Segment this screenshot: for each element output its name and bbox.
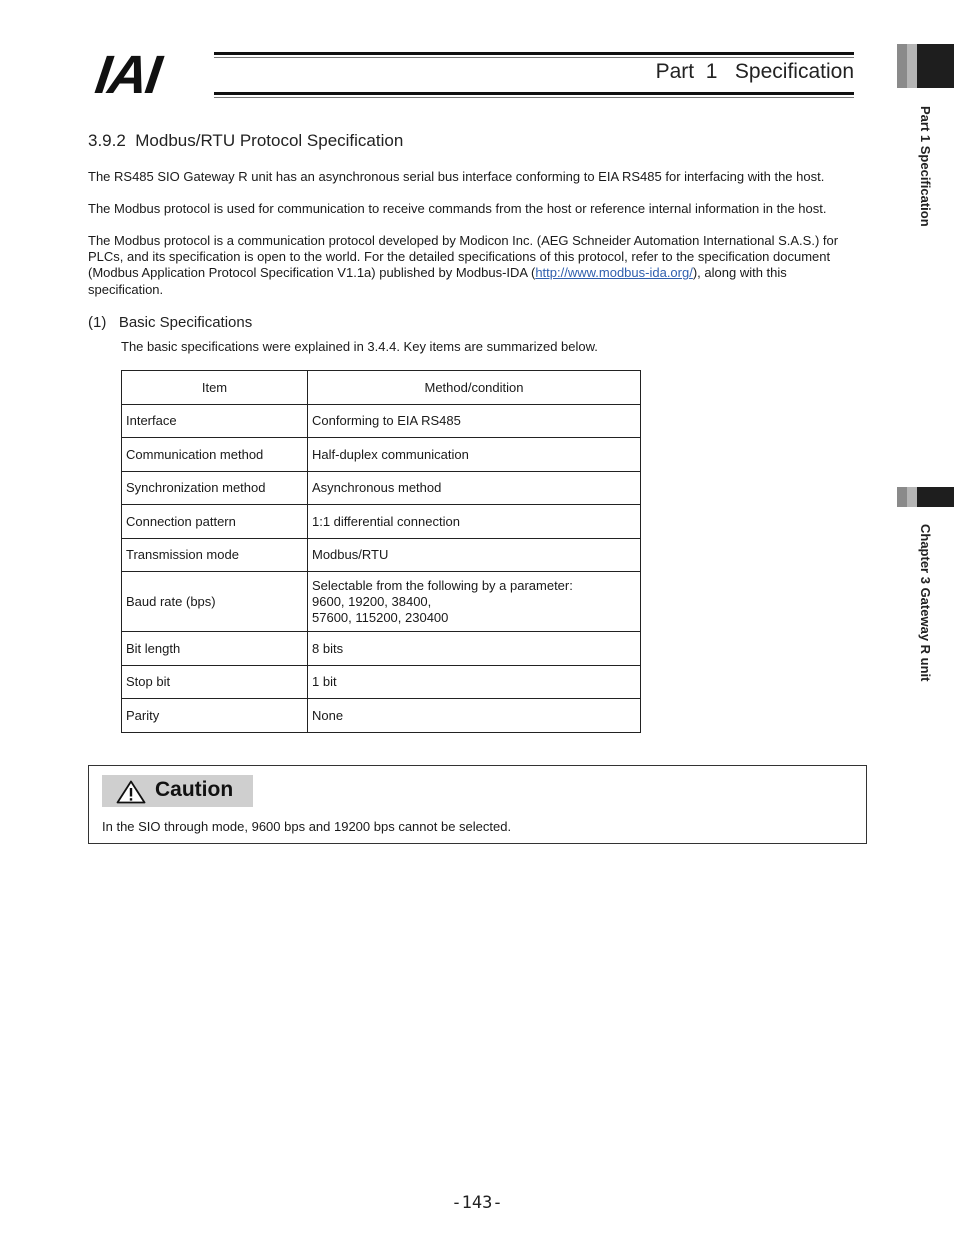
section-title: 3.9.2 Modbus/RTU Protocol Specification bbox=[88, 131, 404, 150]
table-row bbox=[122, 438, 641, 472]
cell-item: Parity bbox=[122, 699, 308, 733]
warning-icon bbox=[116, 780, 146, 804]
paragraph-text: The Modbus protocol is a communication protocol developed by Modicon Inc. (AEG Schneider Automation International S.A.S.) for PLCs, and its specification is open to the world. For the detailed specifications of this protocol, refer to the specification document (Modbus Application Protocol Specification V1.1a) published by Modbus-IDA ( bbox=[88, 233, 839, 281]
header-title: Part 1 Specification bbox=[655, 60, 854, 83]
table-row bbox=[122, 471, 641, 505]
table-header-row bbox=[122, 371, 641, 405]
part-tab-marker bbox=[897, 44, 954, 88]
table-row bbox=[122, 665, 641, 699]
paragraph-interface: The RS485 SIO Gateway R unit has an asynchronous serial bus interface conforming to EIA RS485 for interfacing with the host. bbox=[88, 169, 825, 184]
paragraph-modbus-origin bbox=[88, 233, 852, 298]
cell-item: Bit length bbox=[122, 632, 308, 666]
header-rule bbox=[214, 92, 854, 95]
table-row bbox=[122, 404, 641, 438]
cell-value: 1:1 differential connection bbox=[308, 505, 641, 539]
cell-value: Conforming to EIA RS485 bbox=[308, 404, 641, 438]
subsection-title: (1) Basic Specifications bbox=[88, 314, 253, 331]
cell-value: Selectable from the following by a parameter: 9600, 19200, 38400, 57600, 115200, 230400 bbox=[308, 572, 641, 632]
page-number: -143- bbox=[451, 1193, 503, 1213]
header-rule bbox=[214, 52, 854, 55]
column-header-method: Method/condition bbox=[308, 371, 641, 405]
table-row bbox=[122, 505, 641, 539]
table-row bbox=[122, 632, 641, 666]
paragraph-text: ), along with this specification. bbox=[88, 265, 787, 297]
cell-value: Modbus/RTU bbox=[308, 538, 641, 572]
header-rule bbox=[214, 57, 854, 58]
caution-box bbox=[88, 765, 867, 844]
table-row bbox=[122, 538, 641, 572]
cell-value: 1 bit bbox=[308, 665, 641, 699]
modbus-ida-link[interactable]: http://www.modbus-ida.org/ bbox=[535, 265, 693, 281]
cell-item: Transmission mode bbox=[122, 538, 308, 572]
caution-header bbox=[102, 775, 253, 807]
paragraph-protocol: The Modbus protocol is used for communication to receive commands from the host or reference internal information in the host. bbox=[88, 201, 827, 216]
column-header-item: Item bbox=[122, 371, 308, 405]
cell-item: Stop bit bbox=[122, 665, 308, 699]
side-label-part: Part 1 Specification bbox=[918, 106, 933, 227]
cell-item: Baud rate (bps) bbox=[122, 572, 308, 632]
cell-item: Connection pattern bbox=[122, 505, 308, 539]
iai-logo: IAI bbox=[91, 45, 164, 105]
header-rule bbox=[214, 97, 854, 98]
cell-item: Synchronization method bbox=[122, 471, 308, 505]
caution-text: In the SIO through mode, 9600 bps and 19200 bps cannot be selected. bbox=[102, 819, 512, 834]
side-label-chapter: Chapter 3 Gateway R unit bbox=[918, 524, 933, 682]
basic-spec-table bbox=[121, 370, 641, 733]
chapter-tab-marker bbox=[897, 487, 954, 507]
table-row bbox=[122, 572, 641, 632]
cell-value: Half-duplex communication bbox=[308, 438, 641, 472]
table-row bbox=[122, 699, 641, 733]
cell-value: None bbox=[308, 699, 641, 733]
cell-item: Communication method bbox=[122, 438, 308, 472]
cell-value: Asynchronous method bbox=[308, 471, 641, 505]
subsection-description: The basic specifications were explained in 3.4.4. Key items are summarized below. bbox=[121, 339, 598, 354]
cell-item: Interface bbox=[122, 404, 308, 438]
caution-label: Caution bbox=[155, 778, 234, 801]
cell-value: 8 bits bbox=[308, 632, 641, 666]
